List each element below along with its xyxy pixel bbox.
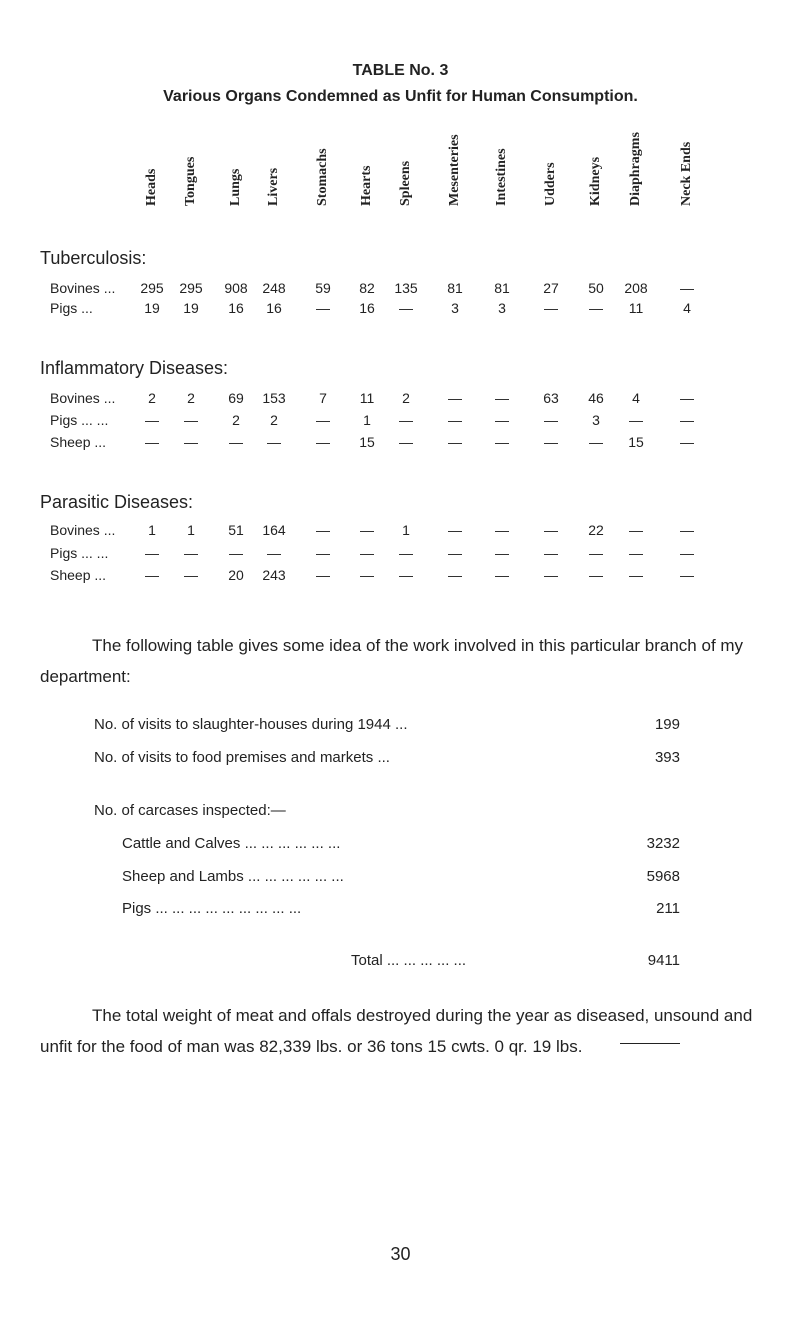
column-header: Neck Ends xyxy=(679,141,694,206)
table-cell: 3 xyxy=(498,300,506,316)
table-cell: 208 xyxy=(624,280,648,296)
table-cell: — xyxy=(680,434,694,450)
table-cell: — xyxy=(629,412,643,428)
table-cell: — xyxy=(680,545,694,561)
page-number: 30 xyxy=(390,1244,411,1264)
table-cell: 15 xyxy=(359,434,375,450)
table-cell: 295 xyxy=(179,280,203,296)
table-cell: — xyxy=(448,567,462,583)
table-cell: — xyxy=(680,522,694,538)
table-cell: — xyxy=(145,567,159,583)
table-cell: — xyxy=(145,434,159,450)
table-cell: 2 xyxy=(187,390,195,406)
stat-label-carcases: No. of carcases inspected:— xyxy=(94,802,286,819)
table-cell: — xyxy=(360,567,374,583)
section-title: Inflammatory Diseases: xyxy=(40,358,229,378)
table-cell: — xyxy=(448,390,462,406)
table-cell: — xyxy=(448,412,462,428)
row-label: Pigs ... xyxy=(50,300,93,316)
stat-label-pigs: Pigs ... ... ... ... ... ... ... ... ... xyxy=(122,900,302,917)
table-cell: — xyxy=(145,412,159,428)
table-cell: 81 xyxy=(447,280,463,296)
table-cell: 2 xyxy=(148,390,156,406)
table-cell: 81 xyxy=(494,280,510,296)
column-header: Diaphragms xyxy=(628,132,643,206)
table-cell: 3 xyxy=(592,412,600,428)
column-header: Spleens xyxy=(398,160,413,206)
table-cell: — xyxy=(589,567,603,583)
table-cell: 46 xyxy=(588,390,604,406)
row-label: Pigs ... ... xyxy=(50,412,109,428)
table-cell: 16 xyxy=(359,300,375,316)
column-header: Stomachs xyxy=(315,148,330,206)
table-cell: 63 xyxy=(543,390,559,406)
stat-label-total: Total ... ... ... ... ... xyxy=(351,952,467,969)
table-cell: — xyxy=(229,434,243,450)
column-header: Mesenteries xyxy=(447,134,462,206)
table-cell: 27 xyxy=(543,280,559,296)
table-cell: 295 xyxy=(140,280,164,296)
table-cell: — xyxy=(680,390,694,406)
column-header: Kidneys xyxy=(588,156,603,206)
column-header: Tongues xyxy=(183,156,198,206)
table-cell: — xyxy=(680,412,694,428)
table-cell: — xyxy=(448,434,462,450)
table-cell: — xyxy=(544,522,558,538)
table-cell: 1 xyxy=(363,412,371,428)
table-cell: 908 xyxy=(224,280,248,296)
intro-paragraph: The following table gives some idea of the work involved in this particular branch of my department: xyxy=(40,636,744,686)
table-cell: — xyxy=(184,434,198,450)
table-cell: — xyxy=(316,545,330,561)
table-cell: — xyxy=(360,522,374,538)
column-header: Heads xyxy=(144,168,159,206)
stat-value-pigs: 211 xyxy=(656,900,680,917)
table-cell: — xyxy=(448,522,462,538)
column-header: Lungs xyxy=(228,168,243,206)
table-cell: 20 xyxy=(228,567,244,583)
table-cell: 50 xyxy=(588,280,604,296)
table-cell: 2 xyxy=(270,412,278,428)
table-cell: — xyxy=(680,567,694,583)
table-cell: 69 xyxy=(228,390,244,406)
table-cell: — xyxy=(544,567,558,583)
table-cell: — xyxy=(544,545,558,561)
table-cell: 2 xyxy=(402,390,410,406)
column-header: Udders xyxy=(543,162,558,206)
stat-value-total: 9411 xyxy=(647,952,680,969)
table-cell: 51 xyxy=(228,522,244,538)
row-label: Bovines ... xyxy=(50,522,116,538)
table-cell: 243 xyxy=(262,567,286,583)
table-cell: — xyxy=(495,522,509,538)
table-cell: — xyxy=(544,412,558,428)
table-cell: — xyxy=(399,412,413,428)
table-cell: 4 xyxy=(683,300,691,316)
table-cell: 82 xyxy=(359,280,375,296)
table-cell: — xyxy=(495,567,509,583)
table-cell: — xyxy=(629,545,643,561)
table-cell: 3 xyxy=(451,300,459,316)
table-cell: — xyxy=(267,545,281,561)
table-cell: 248 xyxy=(262,280,286,296)
table-cell: 1 xyxy=(402,522,410,538)
table-cell: 59 xyxy=(315,280,331,296)
table-cell: 19 xyxy=(183,300,199,316)
table-cell: — xyxy=(399,567,413,583)
table-cell: 15 xyxy=(628,434,644,450)
table-cell: 2 xyxy=(232,412,240,428)
row-label: Sheep ... xyxy=(50,567,107,583)
table-cell: — xyxy=(629,522,643,538)
table-cell: 11 xyxy=(628,300,644,316)
stat-value-sheep: 5968 xyxy=(646,868,680,885)
table-cell: 11 xyxy=(359,390,375,406)
row-label: Bovines ... xyxy=(50,280,116,296)
table-cell: 22 xyxy=(588,522,604,538)
table-cell: 16 xyxy=(266,300,282,316)
stat-value-slaughter: 199 xyxy=(654,716,680,733)
table-cell: — xyxy=(495,545,509,561)
table-cell: 1 xyxy=(148,522,156,538)
stat-value-cattle: 3232 xyxy=(646,835,680,852)
section-title: Tuberculosis: xyxy=(40,248,147,268)
stat-label-sheep: Sheep and Lambs ... ... ... ... ... ... xyxy=(122,868,344,885)
table-cell: — xyxy=(495,390,509,406)
table-cell: — xyxy=(184,567,198,583)
table-cell: — xyxy=(184,545,198,561)
table-cell: — xyxy=(680,280,694,296)
table-cell: — xyxy=(544,434,558,450)
table-cell: 135 xyxy=(394,280,418,296)
stat-label-food: No. of visits to food premises and markets ... xyxy=(94,749,390,766)
column-header: Intestines xyxy=(494,148,509,206)
column-header: Livers xyxy=(266,167,281,206)
table-cell: — xyxy=(544,300,558,316)
table-cell: 1 xyxy=(187,522,195,538)
table-cell: — xyxy=(184,412,198,428)
table-cell: 153 xyxy=(262,390,286,406)
table-cell: — xyxy=(399,434,413,450)
table-cell: — xyxy=(589,300,603,316)
table-cell: — xyxy=(399,300,413,316)
table-cell: — xyxy=(316,434,330,450)
table-cell: — xyxy=(495,434,509,450)
table-cell: — xyxy=(448,545,462,561)
table-cell: — xyxy=(229,545,243,561)
table-subtitle: Various Organs Condemned as Unfit for Human Consumption. xyxy=(163,88,638,105)
row-label: Bovines ... xyxy=(50,390,116,406)
closing-paragraph: The total weight of meat and offals destroyed during the year as diseased, unsound and unfit for the food of man was 82,339 lbs. or 36 tons 15 cwts. 0 qr. 19 lbs. xyxy=(40,1006,753,1056)
table-title: TABLE No. 3 xyxy=(352,62,449,79)
table-cell: — xyxy=(267,434,281,450)
table-cell: — xyxy=(316,412,330,428)
table-cell: — xyxy=(360,545,374,561)
table-cell: — xyxy=(399,545,413,561)
table-cell: 164 xyxy=(262,522,286,538)
stat-label-cattle: Cattle and Calves ... ... ... ... ... ... xyxy=(122,835,341,852)
table-cell: — xyxy=(589,545,603,561)
table-cell: — xyxy=(316,522,330,538)
table-cell: — xyxy=(145,545,159,561)
table-cell: — xyxy=(629,567,643,583)
table-cell: — xyxy=(316,300,330,316)
row-label: Sheep ... xyxy=(50,434,107,450)
stat-label-slaughter: No. of visits to slaughter-houses during 1944 ... xyxy=(94,716,408,733)
table-cell: — xyxy=(316,567,330,583)
table-cell: 7 xyxy=(319,390,327,406)
table-cell: — xyxy=(495,412,509,428)
table-cell: — xyxy=(589,434,603,450)
row-label: Pigs ... ... xyxy=(50,545,109,561)
section-title: Parasitic Diseases: xyxy=(40,492,194,512)
stat-value-food: 393 xyxy=(654,749,680,766)
column-header: Hearts xyxy=(359,165,374,206)
table-cell: 4 xyxy=(632,390,640,406)
table-cell: 19 xyxy=(144,300,160,316)
table-cell: 16 xyxy=(228,300,244,316)
